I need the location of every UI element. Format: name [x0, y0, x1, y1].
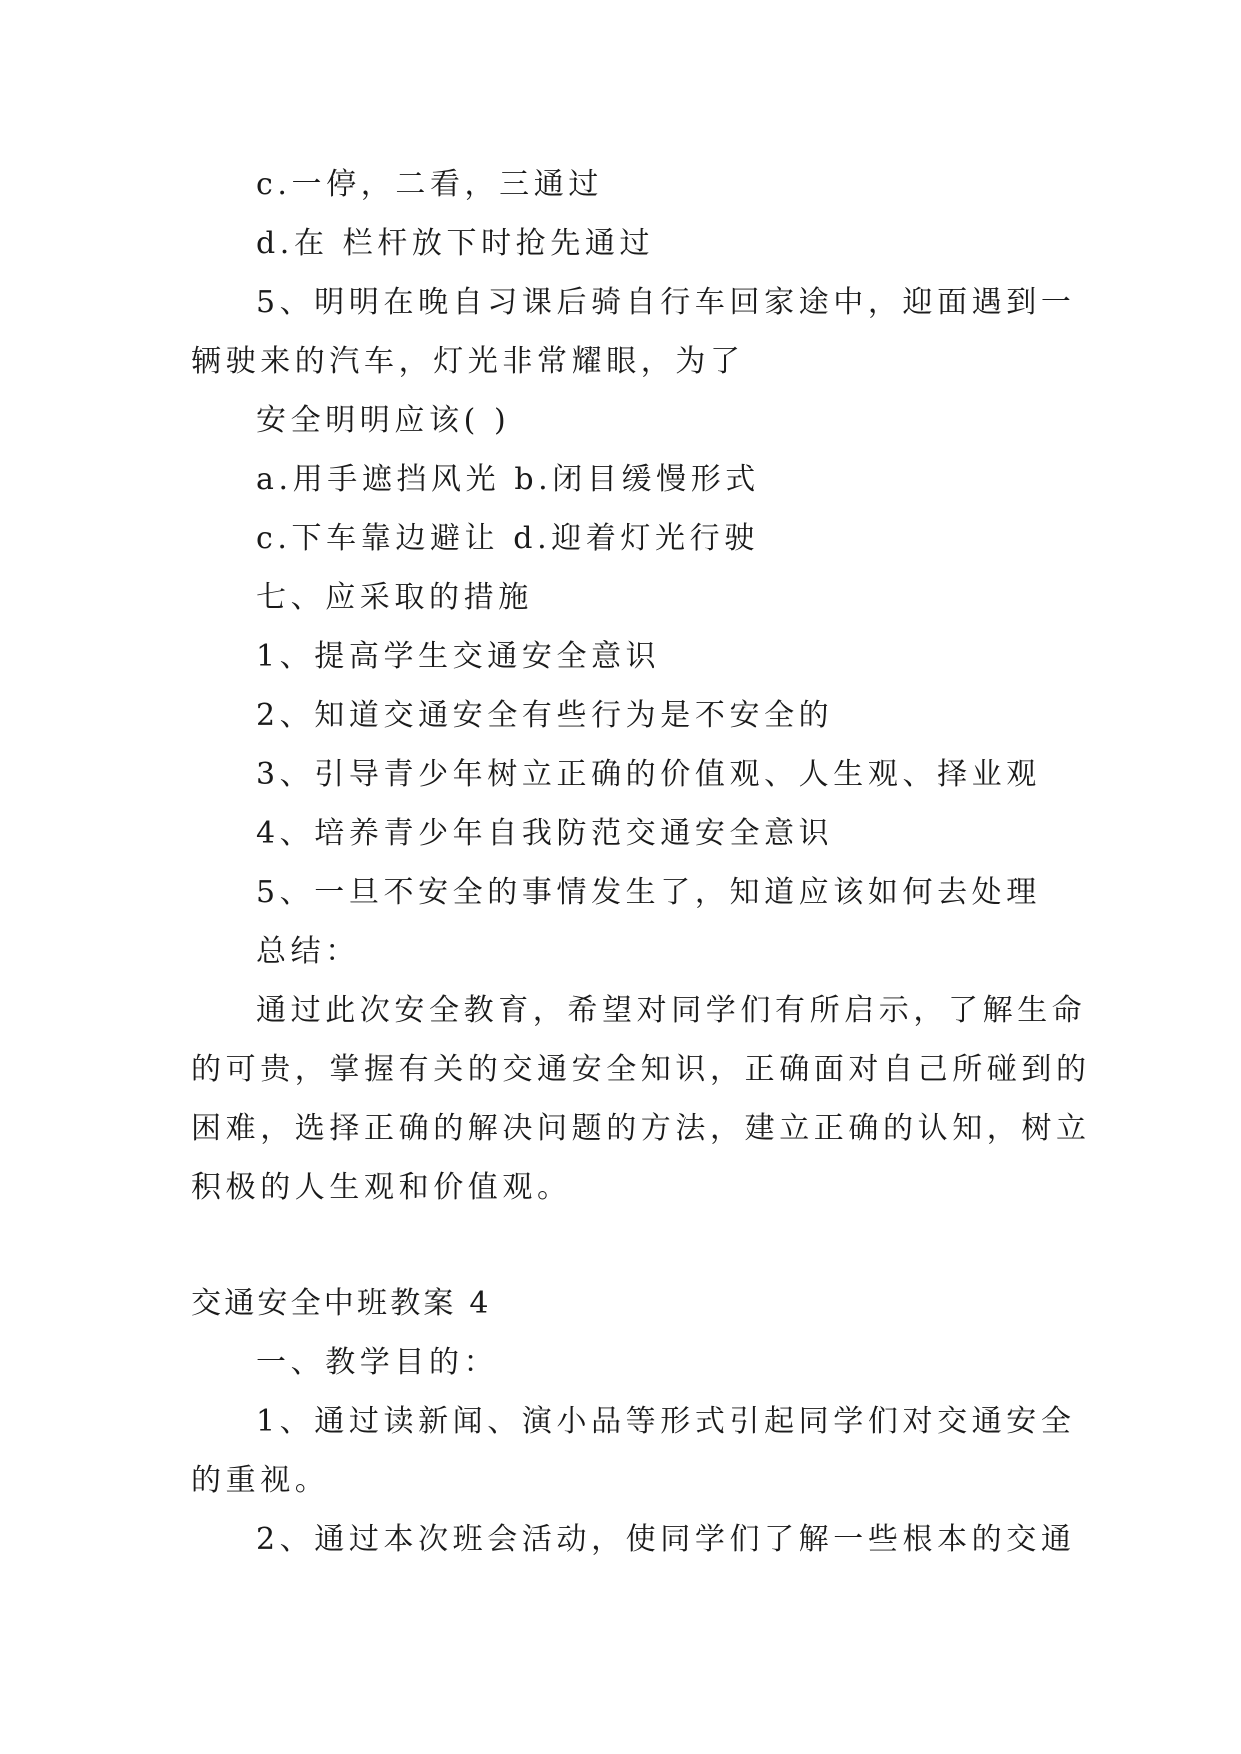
answer-options-cd: c.下车靠边避让 d.迎着灯光行驶: [256, 521, 759, 556]
summary-paragraph-line-1: 通过此次安全教育，希望对同学们有所启示，了解生命: [256, 993, 1087, 1028]
lesson-plan-title: 交通安全中班教案 4: [191, 1286, 492, 1321]
summary-heading: 总结：: [256, 934, 360, 969]
summary-paragraph-line-3: 困难，选择正确的解决问题的方法，建立正确的认知，树立: [191, 1111, 1091, 1146]
option-d-line: d.在 栏杆放下时抢先通过: [256, 226, 655, 261]
goal-item-1: 1、通过读新闻、演小品等形式引起同学们对交通安全: [256, 1404, 1076, 1439]
measure-item-5: 5、一旦不安全的事情发生了，知道应该如何去处理: [256, 875, 1041, 910]
goal-item-1-continuation: 的重视。: [191, 1463, 330, 1498]
measure-item-4: 4、培养青少年自我防范交通安全意识: [256, 816, 834, 851]
teaching-goals-heading: 一、教学目的：: [256, 1345, 499, 1380]
question-5-continuation: 辆驶来的汽车，灯光非常耀眼，为了: [191, 344, 745, 379]
summary-paragraph-line-4: 积极的人生观和价值观。: [191, 1170, 572, 1205]
summary-paragraph-line-2: 的可贵，掌握有关的交通安全知识，正确面对自己所碰到的: [191, 1052, 1091, 1087]
option-c-line: c.一停，二看，三通过: [256, 167, 603, 202]
question-5-prompt: 安全明明应该( ): [256, 403, 511, 438]
measure-item-1: 1、提高学生交通安全意识: [256, 639, 661, 674]
goal-item-2: 2、通过本次班会活动，使同学们了解一些根本的交通: [256, 1522, 1076, 1557]
section-heading-measures: 七、应采取的措施: [256, 580, 533, 615]
measure-item-3: 3、引导青少年树立正确的价值观、人生观、择业观: [256, 757, 1041, 792]
question-5-line: 5、明明在晚自习课后骑自行车回家途中，迎面遇到一: [256, 285, 1076, 320]
measure-item-2: 2、知道交通安全有些行为是不安全的: [256, 698, 834, 733]
answer-options-ab: a.用手遮挡风光 b.闭目缓慢形式: [256, 462, 760, 497]
